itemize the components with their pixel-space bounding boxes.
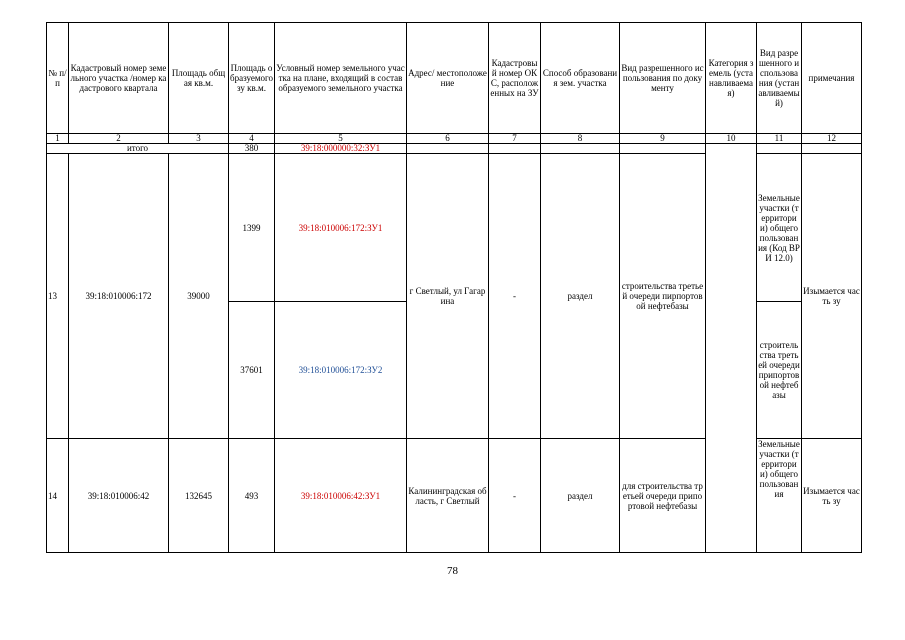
column-number: 2 xyxy=(69,134,169,144)
row14-total-area: 132645 xyxy=(169,439,229,553)
column-number: 8 xyxy=(541,134,620,144)
row13-zu1-number: 39:18:010006:172:ЗУ1 xyxy=(275,154,407,302)
header-permitted-use-new: Вид разрешенного использования (устанавливаемый) xyxy=(757,23,802,134)
row13-note: Изымается часть зу xyxy=(802,154,862,439)
land-plots-table-sheet xyxy=(46,22,861,553)
row13-permitted-use-new-2: строительства третьей очереди припортовой нефтебазы xyxy=(757,302,802,439)
total-row xyxy=(47,144,862,154)
row13-total-area: 39000 xyxy=(169,154,229,439)
total-empty-cell xyxy=(489,144,541,154)
row14-cadastral-number: 39:18:010006:42 xyxy=(69,439,169,553)
column-number: 4 xyxy=(229,134,275,144)
row14-permitted-use-doc: для строительства третьей очереди припортовой нефтебазы xyxy=(620,439,706,553)
header-oks-number: Кадастровый номер ОКС, расположенных на ЗУ xyxy=(489,23,541,134)
total-conditional-number: 39:18:000000:32:ЗУ1 xyxy=(275,144,407,154)
total-empty-cell xyxy=(541,144,620,154)
header-conditional-number: Условный номер земельного участка на плане, входящий в состав образуемого земельного участка xyxy=(275,23,407,134)
column-number: 7 xyxy=(489,134,541,144)
row13-zu1-area: 1399 xyxy=(229,154,275,302)
header-row xyxy=(47,23,862,134)
row14-zu-number: 39:18:010006:42:ЗУ1 xyxy=(275,439,407,553)
header-formed-area: Площадь образуемого зу кв.м. xyxy=(229,23,275,134)
header-address: Адрес/ местоположение xyxy=(407,23,489,134)
row13-zu2-area: 37601 xyxy=(229,302,275,439)
column-numbers-row xyxy=(47,134,862,144)
row13-zu2-number: 39:18:010006:172:ЗУ2 xyxy=(275,302,407,439)
total-empty-cell xyxy=(620,144,706,154)
row14-permitted-use-new: Земельные участки (территории) общего пользования xyxy=(757,439,802,553)
row14-address: Калининградская область, г Светлый xyxy=(407,439,489,553)
land-plots-table xyxy=(46,22,862,553)
header-total-area: Площадь общая кв.м. xyxy=(169,23,229,134)
column-number: 5 xyxy=(275,134,407,144)
row13-permitted-use-doc: строительства третьей очереди пирпортовой нефтебазы xyxy=(620,154,706,439)
row13-number: 13 xyxy=(47,154,69,439)
header-formation-method: Способ образования зем. участка xyxy=(541,23,620,134)
row14-method: раздел xyxy=(541,439,620,553)
land-category-cell xyxy=(706,144,757,553)
column-number: 6 xyxy=(407,134,489,144)
row13-oks: - xyxy=(489,154,541,439)
row13-permitted-use-new-1: Земельные участки (территории) общего пользования (Код ВРИ 12.0) xyxy=(757,154,802,302)
row14-zu-area: 493 xyxy=(229,439,275,553)
column-number: 11 xyxy=(757,134,802,144)
row14-note: Изымается часть зу xyxy=(802,439,862,553)
total-label: итого xyxy=(47,144,229,154)
column-number: 12 xyxy=(802,134,862,144)
header-number: № п/п xyxy=(47,23,69,134)
header-land-category: Категория земель (устанавливаемая) xyxy=(706,23,757,134)
row13-method: раздел xyxy=(541,154,620,439)
total-empty-cell xyxy=(757,144,802,154)
row13-cadastral-number: 39:18:010006:172 xyxy=(69,154,169,439)
total-empty-cell xyxy=(407,144,489,154)
row14-oks: - xyxy=(489,439,541,553)
page-number: 78 xyxy=(447,565,458,577)
column-number: 3 xyxy=(169,134,229,144)
row13-address: г Светлый, ул Гагарина xyxy=(407,154,489,439)
header-cadastral-number: Кадастровый номер земельного участка /номер кадастрового квартала xyxy=(69,23,169,134)
column-number: 9 xyxy=(620,134,706,144)
header-notes: примечания xyxy=(802,23,862,134)
total-area: 380 xyxy=(229,144,275,154)
column-number: 10 xyxy=(706,134,757,144)
total-empty-cell xyxy=(802,144,862,154)
row14-number: 14 xyxy=(47,439,69,553)
column-number: 1 xyxy=(47,134,69,144)
header-permitted-use-doc: Вид разрешенного использования по документу xyxy=(620,23,706,134)
